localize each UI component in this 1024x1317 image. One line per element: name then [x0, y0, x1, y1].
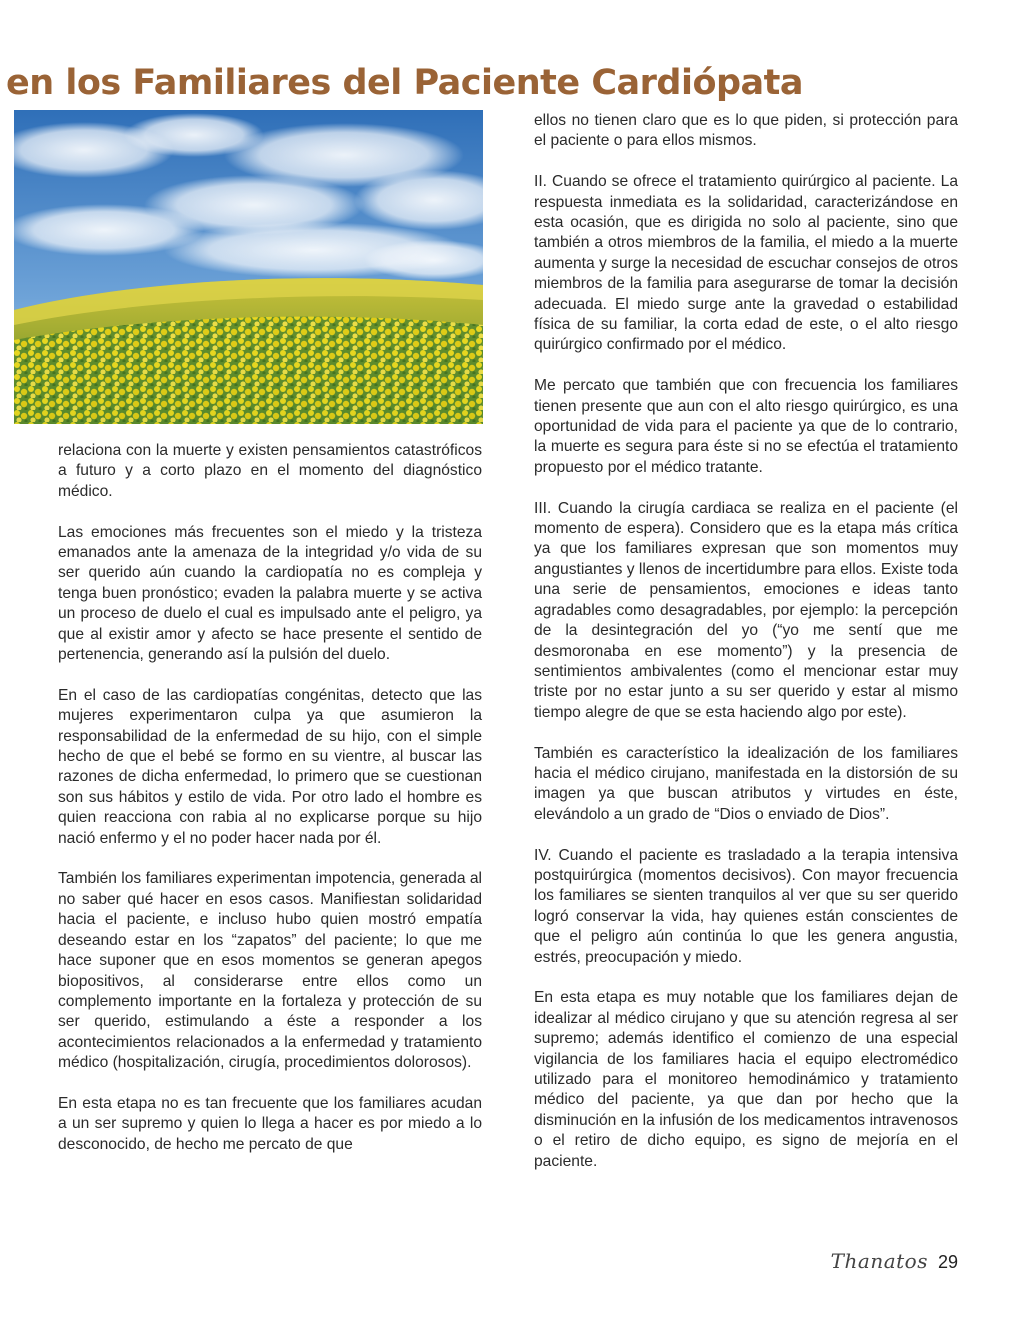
paragraph: En el caso de las cardiopatías congénitas, detecto que las mujeres experimentaron culpa ya que asumieron la responsabilidad de la enfermedad de su hijo, con el simple hecho de que el bebé se formo en su vientre, al buscar las razones de dicha enfermedad, lo primero que se cuestionan son sus hábitos y estilo de vida. Por otro lado el hombre es quien reacciona con rabia al no explicarse porque su hijo nació enfermo y el no poder hacer nada por él.: [58, 686, 482, 847]
paragraph: También los familiares experimentan impotencia, generada al no saber qué hacer en esos casos. Manifiestan solidaridad hacia el paciente, e incluso hubo quien mostró empatía deseando estar en los “zapatos” del paciente; lo que me hace suponer que en esos momentos se generan apegos biopositivos, al considerarse entre ellos como un complemento importante en la fortaleza y protección de su ser querido, estimulando a éste a responder a los acontecimientos relacionados a la enfermedad y tratamiento médico (hospitalización, cirugía, procedimientos dolorosos).: [58, 870, 482, 1072]
paragraph: ellos no tienen claro que es lo que piden, si protección para el paciente o para ellos mismos.: [534, 112, 958, 150]
paragraph: III. Cuando la cirugía cardiaca se realiza en el paciente (el momento de espera). Considero que es la etapa más crítica ya que los familiares expresan que son momentos muy angustiantes y llenos de incertidumbre para ellos. Existe toda una serie de pensamientos, emociones e ideas tanto agradables como desagradables, por ejemplo: la percepción de la desintegración del yo (“yo me sentí que me desmoronaba en ese momento”) y la presencia de sentimientos ambivalentes (como el mencionar estar muy triste por no estar junto a su ser querido y estar al mismo tiempo alegre de que se esta haciendo algo por este).: [534, 499, 958, 721]
page-number: 29: [937, 1252, 958, 1272]
landscape-photo: [14, 110, 483, 424]
paragraph: En esta etapa es muy notable que los familiares dejan de idealizar al médico cirujano y que su atención regresa al ser supremo; además identifico el comienzo de una especial vigilancia de los familiares hacia el equipo electromédico utilizado para el monitoreo hemodinámico y tratamiento médico del paciente, ya que dan por hecho que la disminución en la infusión de los medicamentos intravenosos o el retiro de dicho equipo, es signo de mejoría en el paciente.: [534, 989, 958, 1170]
paragraph: En esta etapa no es tan frecuente que los familiares acudan a un ser supremo y quien lo llega a hacer es por miedo a lo desconocido, de hecho me percato de que: [58, 1094, 482, 1153]
page-footer: [831, 1249, 958, 1273]
article-title: en los Familiares del Paciente Cardiópata: [6, 63, 804, 104]
right-text-column: [534, 111, 958, 1192]
paragraph: IV. Cuando el paciente es trasladado a la terapia intensiva postquirúrgica (momentos decisivos). Con mayor frecuencia los familiares se sienten tranquilos al ver que su ser querido logró conservar la vida, hay quienes están conscientes de que el peligro aún continúa lo que les genera angustia, estrés, preocupación y miedo.: [534, 846, 958, 966]
paragraph: II. Cuando se ofrece el tratamiento quirúrgico al paciente. La respuesta inmediata es la solidaridad, caracterizándose en esta ocasión, que es dirigida no solo al paciente, sino que también a otros miembros de la familia, el miedo a la muerte aumenta y surge la necesidad de escuchar consejos de otros miembros de la familia para asegurarse de tomar la decisión adecuada. El miedo surge ante la gravedad o estabilidad física de su familiar, la corta edad de este, o el alto riesgo quirúrgico confirmado por el médico.: [534, 173, 958, 354]
paragraph: También es característico la idealización de los familiares hacia el médico cirujano, manifestada en la distorsión de su imagen ya que buscan atributos y virtudes en éste, elevándolo a un grado de “Dios o enviado de Dios”.: [534, 744, 958, 823]
paragraph: Las emociones más frecuentes son el miedo y la tristeza emanados ante la amenaza de la integridad y/o vida de su ser querido aún cuando la cardiopatía no es compleja y tenga buen pronóstico; evaden la palabra muerte y se activa un proceso de duelo el cual es impulsado ante el peligro, ya que al existir amor y afecto se hace presente el sentido de pertenencia, generando así la pulsión del duelo.: [58, 523, 482, 664]
flower-field-image: [14, 110, 483, 424]
paragraph: relaciona con la muerte y existen pensamientos catastróficos a futuro y a corto plazo en el momento del diagnóstico médico.: [58, 442, 482, 500]
magazine-name: Thanatos: [830, 1249, 928, 1273]
left-text-column: [58, 441, 482, 1176]
paragraph: Me percato que también que con frecuencia los familiares tienen presente que aun con el alto riesgo quirúrgico, es una oportunidad de vida para el paciente ya que de lo contrario, la muerte es segura para éste si no se efectúa el tratamiento propuesto por el médico tratante.: [534, 377, 958, 476]
